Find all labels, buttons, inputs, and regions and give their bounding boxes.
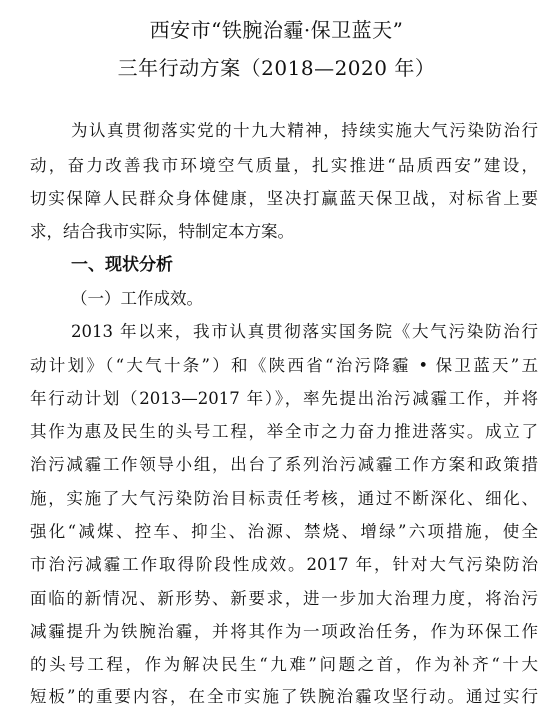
body-line-12: 短板”的重要内容，在全市实施了铁腕治霾攻坚行动。通过实行 [30,687,538,706]
body-line-8: 市治污减霾工作取得阶段性成效。2017 年，针对大气污染防治 [30,555,538,574]
intro-line-4: 求，结合我市实际，特制定本方案。 [30,222,294,241]
body-line-9: 面临的新情况、新形势、新要求，进一步加大治理力度，将治污 [30,589,538,608]
body-line-10: 减霾提升为铁腕治霾，并将其作为一项政治任务，作为环保工作 [30,622,538,641]
intro-line-3: 切实保障人民群众身体健康，坚决打赢蓝天保卫战，对标省上要 [30,189,538,208]
body-line-4: 其作为惠及民生的头号工程，举全市之力奋力推进落实。成立了 [30,422,538,441]
body-line-6: 施，实施了大气污染防治目标责任考核，通过不断深化、细化、 [30,489,538,508]
body-line-11: 的头号工程，作为解决民生“九难”问题之首，作为补齐“十大 [30,655,538,674]
body-line-3: 年行动计划（2013—2017 年）》，率先提出治污减霾工作，并将 [30,389,538,408]
body-line-7: 强化“减煤、控车、抑尘、治源、禁烧、增绿”六项措施，使全 [30,522,538,541]
subsection-heading: （一）工作成效。 [71,289,203,308]
intro-line-1: 为认真贯彻落实党的十九大精神，持续实施大气污染防治行 [71,121,538,140]
body-line-2: 动计划》（“大气十条”）和《陕西省“治污降霾 • 保卫蓝天”五 [30,356,538,375]
body-line-1: 2013 年以来，我市认真贯彻落实国务院《大气污染防治行 [71,322,538,341]
section-heading: 一、现状分析 [71,255,173,275]
body-line-5: 治污减霾工作领导小组，出台了系列治污减霾工作方案和政策措 [30,455,538,474]
intro-line-2: 动，奋力改善我市环境空气质量，扎实推进“品质西安”建设， [30,156,538,175]
document-title-line1: 西安市“铁腕治霾·保卫蓝天” [149,18,404,42]
document-title-line2: 三年行动方案（2018—2020 年） [117,56,436,80]
